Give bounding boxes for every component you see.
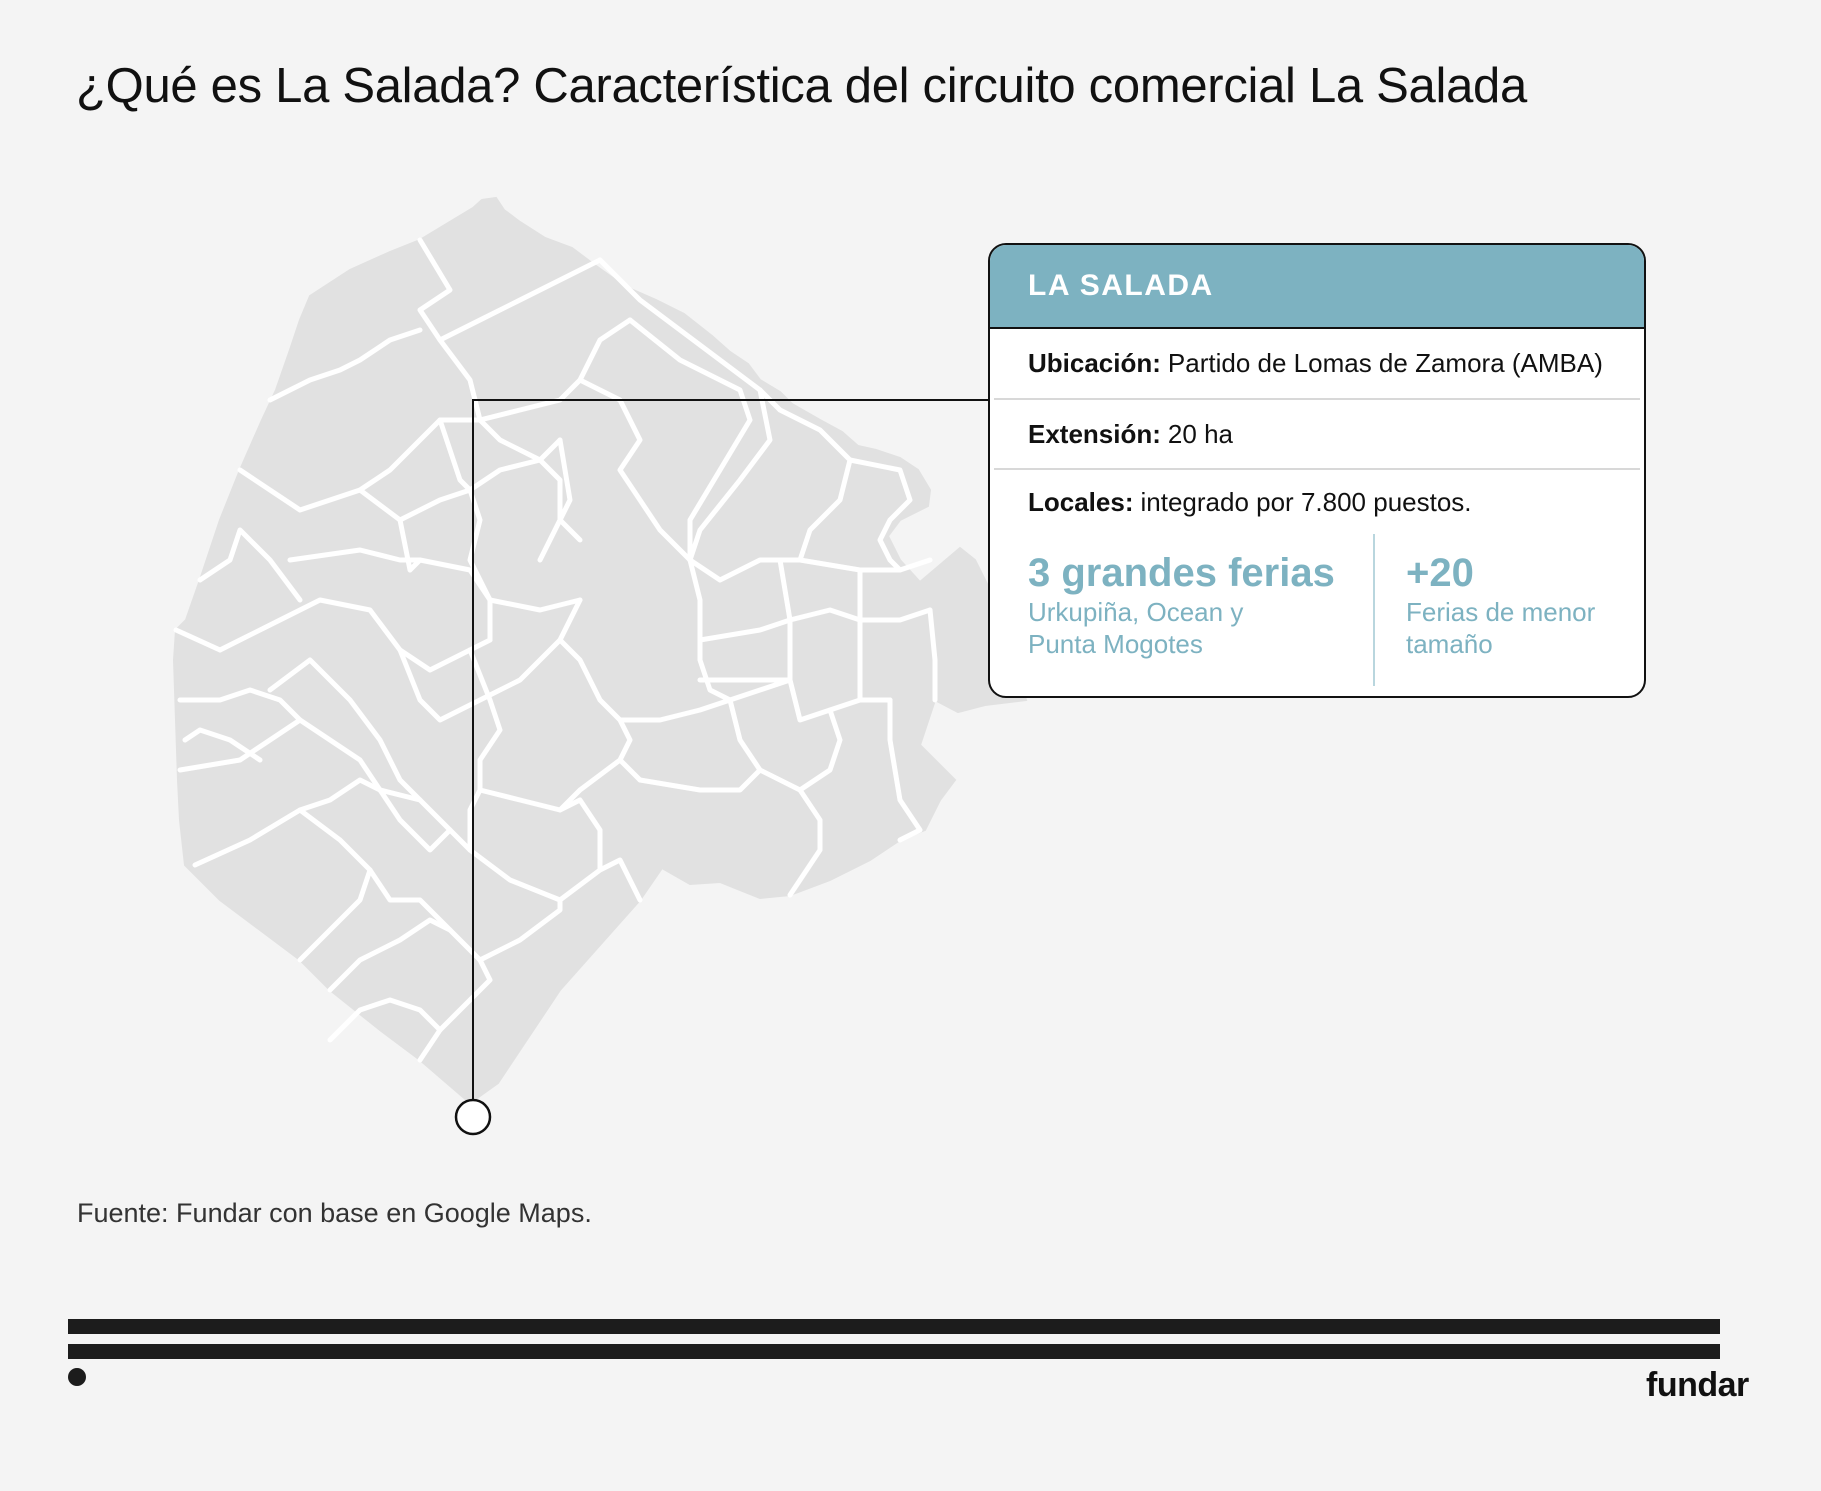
stats-block (990, 534, 1644, 684)
footer-bar-top (68, 1319, 1720, 1334)
source-note: Fuente: Fundar con base en Google Maps. (77, 1198, 592, 1228)
row-extension (994, 400, 1640, 470)
row-ubicacion (994, 329, 1640, 400)
card-header (990, 245, 1644, 329)
row-label: Extensión: (1028, 418, 1161, 449)
stats-divider (1373, 534, 1375, 686)
stat-label: Urkupiña, Ocean y Punta Mogotes (1028, 597, 1244, 659)
city-outline (174, 198, 1026, 1103)
row-locales (994, 470, 1640, 534)
stat-label: Ferias de menor tamaño (1406, 597, 1596, 659)
row-value: integrado por 7.800 puestos. (1140, 486, 1472, 517)
card-title: LA SALADA (1028, 269, 1214, 302)
stat-value: 3 grandes ferias (1028, 551, 1335, 595)
fundar-logo: fundar (1646, 1366, 1749, 1404)
row-value: 20 ha (1167, 418, 1233, 449)
footer-bar-bottom (68, 1344, 1720, 1359)
stat-value: +20 (1406, 551, 1474, 595)
location-marker (456, 1100, 490, 1134)
page-title: ¿Qué es La Salada? Característica del circuito comercial La Salada (76, 59, 1527, 113)
row-value: Partido de Lomas de Zamora (AMBA) (1167, 348, 1603, 378)
row-label: Ubicación: (1028, 348, 1161, 378)
row-label: Locales: (1028, 486, 1134, 517)
info-card (988, 243, 1646, 698)
stat-grandes-ferias (1028, 550, 1335, 660)
stat-ferias-menores (1406, 550, 1646, 660)
footer-dot (68, 1368, 86, 1386)
